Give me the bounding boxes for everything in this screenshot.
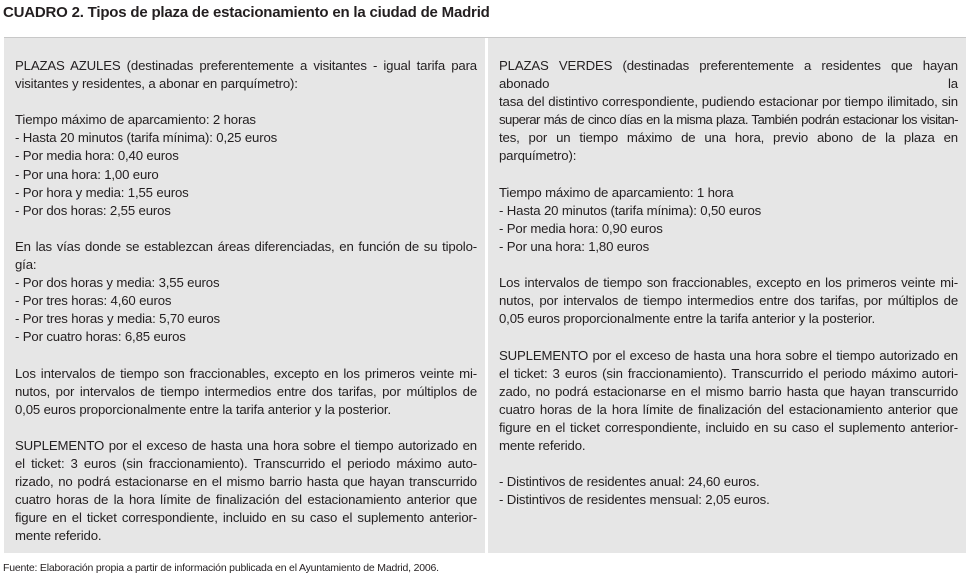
text-line: tasa del distintivo correspondiente, pudiendo estacionar por tiempo ilimitado, sin [499,94,958,110]
text-line: - Por dos horas y media: 3,55 euros [15,275,220,291]
text-line: el ticket: 3 euros (sin fraccionamiento). Transcurrido el periodo máximo autori- [499,365,958,381]
text-line: - Por cuatro horas: 6,85 euros [15,329,186,345]
green-intervals [499,274,958,328]
green-supplement [499,347,958,456]
text-line: zado, no podrá estacionarse en el mismo barrio hasta que hayan transcurrido [499,383,958,399]
green-spaces-column [488,38,966,553]
text-line: PLAZAS VERDES (destinadas preferentemente a residentes que hayan abonado la [499,58,958,92]
text-line: Los intervalos de tiempo son fraccionables, excepto en los primeros veinte mi- [499,275,958,291]
text-line: - Por una hora: 1,80 euros [499,238,650,254]
text-line: Tiempo máximo de aparcamiento: 2 horas [15,112,256,128]
text-line: Los intervalos de tiempo son fraccionables, excepto en los primeros veinte mi- [15,365,477,381]
text-line: En las vías donde se establezcan áreas diferenciadas, en función de su tipolo- [15,238,477,254]
text-line: - Por tres horas: 4,60 euros [15,293,172,309]
text-line: PLAZAS AZULES (destinadas preferentemente a visitantes - igual tarifa para [15,58,477,73]
text-line: el ticket: 3 euros (sin fraccionamiento). Transcurrido el periodo máximo auto- [15,456,477,472]
text-line: gía: [15,257,37,273]
parking-types-table [4,37,966,553]
text-line: SUPLEMENTO por el exceso de hasta una hora sobre el tiempo autorizado en [499,347,958,363]
text-line: tes, por un tiempo máximo de una hora, previo abono de la plaza en parquímetro): [499,130,958,164]
text-line: figure en el ticket correspondiente, incluido en su caso el suplemento anterior- [499,419,958,435]
blue-areas [15,238,477,347]
text-line: 0,05 euros proporcionalmente entre la tarifa anterior y la posterior. [15,401,391,417]
text-line: - Por dos horas: 2,55 euros [15,202,171,218]
text-line: superar más de cinco días en la misma plaza. También podrán estacionar los visitan- [499,112,958,128]
blue-max-time [15,111,477,220]
text-line: - Distintivos de residentes anual: 24,60 euros. [499,474,760,490]
text-line: - Por tres horas y media: 5,70 euros [15,311,220,327]
green-badges [499,473,958,509]
text-line: cuatro horas de la hora límite de finalización del estacionamiento anterior que [15,492,477,508]
blue-spaces-column [4,38,485,553]
text-line: mente referido. [499,437,586,453]
text-line: cuatro horas de la hora límite de finalización del estacionamiento anterior que [499,401,958,417]
blue-supplement [15,437,477,546]
text-line: - Hasta 20 minutos (tarifa mínima): 0,25 euros [15,130,278,146]
green-heading [499,57,958,166]
text-line: SUPLEMENTO por el exceso de hasta una hora sobre el tiempo autorizado en [15,437,477,453]
text-line: nutos, por intervalos de tiempo intermedios entre dos tarifas, por múltiplos de [15,383,477,399]
source-note: Fuente: Elaboración propia a partir de información publicada en el Ayuntamiento de Madrid, 2006. [3,562,439,574]
blue-heading [15,57,477,93]
green-max-time [499,184,958,256]
text-line: figure en el ticket correspondiente, incluido en su caso el suplemento anterior- [15,510,477,526]
text-line: - Distintivos de residentes mensual: 2,05 euros. [499,492,770,508]
text-line: - Por media hora: 0,90 euros [499,220,663,236]
text-line: - Por hora y media: 1,55 euros [15,184,189,200]
text-line: rizado, no podrá estacionarse en el mismo barrio hasta que hayan transcurrido [15,474,477,490]
text-line: - Por media hora: 0,40 euros [15,148,179,164]
text-line: - Hasta 20 minutos (tarifa mínima): 0,50 euros [499,202,762,218]
text-line: Tiempo máximo de aparcamiento: 1 hora [499,184,734,200]
text-line: mente referido. [15,528,102,544]
table-title: CUADRO 2. Tipos de plaza de estacionamiento en la ciudad de Madrid [3,4,490,21]
text-line: nutos, por intervalos de tiempo intermedios entre dos tarifas, por múltiplos de [499,293,958,309]
text-line: visitantes y residentes, a abonar en parquímetro): [15,76,298,92]
text-line: 0,05 euros proporcionalmente entre la tarifa anterior y la posterior. [499,311,875,327]
blue-intervals [15,365,477,419]
text-line: - Por una hora: 1,00 euro [15,166,159,182]
